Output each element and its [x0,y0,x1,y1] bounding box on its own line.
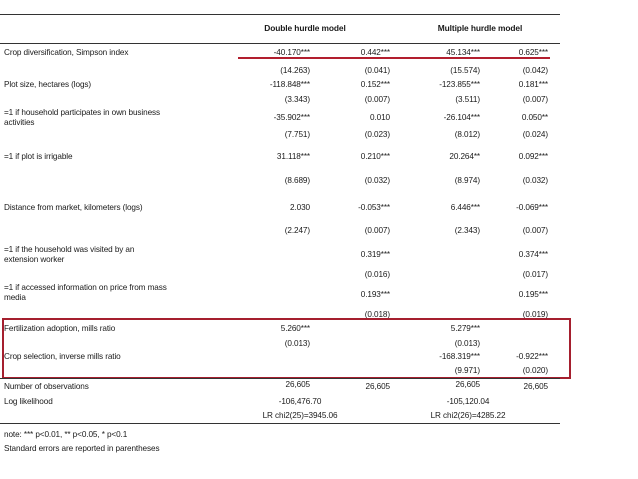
row-label-irrigable: =1 if plot is irrigable [4,152,73,161]
cell-r5-c4: -0.069*** [516,203,548,212]
cell-r8-c3: 5.279*** [450,324,480,333]
ll-multiple: -105,120.04 [446,397,490,406]
cell-r8-c1: 5.260*** [280,324,310,333]
stats-rule [0,378,560,379]
se-r6-c4: (0.017) [522,270,548,279]
cell-r1-c1: -40.170*** [273,48,310,57]
column-header-double-hurdle: Double hurdle model [264,23,346,33]
se-r5-c4: (0.007) [522,226,548,235]
cell-r2-c1: -118.848*** [269,80,310,89]
row-label-log-likelihood: Log likelihood [4,397,53,406]
cell-r4-c2: 0.210*** [360,152,390,161]
cell-r3-c1: -35.902*** [273,113,310,122]
se-r8-c3: (0.013) [454,339,480,348]
se-r6-c2: (0.016) [364,270,390,279]
se-r2-c4: (0.007) [522,95,548,104]
cell-r1-c3: 45.134*** [446,48,480,57]
cell-r1-c4: 0.625*** [518,48,548,57]
top-rule [0,14,560,15]
se-r3-c2: (0.023) [364,130,390,139]
se-r1-c2: (0.041) [364,66,390,75]
se-r1-c4: (0.042) [522,66,548,75]
se-r9-c3: (9.971) [454,366,480,375]
row-label-mass-media-2: media [4,293,26,302]
row-label-observations: Number of observations [4,382,89,391]
cell-r9-c4: -0.922*** [516,352,548,361]
row-label-crop-diversification: Crop diversification, Simpson index [4,48,129,57]
ll-double: -106,476.70 [278,397,322,406]
se-r5-c3: (2.343) [454,226,480,235]
row-label-own-business-2: activities [4,118,35,127]
cell-r4-c4: 0.092*** [518,152,548,161]
se-r4-c3: (8.974) [454,176,480,185]
se-r8-c1: (0.013) [284,339,310,348]
row-label-distance-market: Distance from market, kilometers (logs) [4,203,143,212]
row-label-extension-1: =1 if the household was visited by an [4,245,135,254]
se-r2-c3: (3.511) [455,95,480,104]
se-r4-c4: (0.032) [522,176,548,185]
bottom-rule [0,423,560,424]
row-label-crop-selection-mills: Crop selection, inverse mills ratio [4,352,121,361]
cell-r5-c2: -0.053*** [358,203,390,212]
row-label-extension-2: extension worker [4,255,65,264]
obs-c2: 26,605 [365,382,390,391]
se-r4-c2: (0.032) [364,176,390,185]
cell-r9-c3: -168.319*** [439,352,480,361]
cell-r4-c3: 20.264** [449,152,480,161]
lr-double: LR chi2(25)=3945.06 [262,411,338,420]
cell-r5-c3: 6.446*** [450,203,480,212]
se-r7-c2: (0.018) [364,310,390,319]
cell-r1-c2: 0.442*** [360,48,390,57]
cell-r4-c1: 31.118*** [276,152,310,161]
lr-multiple: LR chi2(26)=4285.22 [430,411,506,420]
se-r3-c4: (0.024) [522,130,548,139]
se-r4-c1: (8.689) [284,176,310,185]
obs-c4: 26,605 [523,382,548,391]
se-r5-c2: (0.007) [364,226,390,235]
cell-r3-c2: 0.010 [370,113,390,122]
cell-r5-c1: 2.030 [290,203,310,212]
note-standard-errors: Standard errors are reported in parentheses [4,444,160,453]
se-r1-c1: (14.263) [280,66,310,75]
obs-c3: 26,605 [455,380,480,389]
cell-r7-c2: 0.193*** [360,290,390,299]
row-label-own-business-1: =1 if household participates in own business [4,108,161,117]
obs-c1: 26,605 [285,380,310,389]
se-r3-c1: (7.751) [284,130,310,139]
row-label-mass-media-1: =1 if accessed information on price from mass [4,283,167,292]
cell-r6-c2: 0.319*** [360,250,390,259]
se-r9-c4: (0.020) [522,366,548,375]
se-r1-c3: (15.574) [450,66,480,75]
se-r7-c4: (0.019) [522,310,548,319]
cell-r2-c2: 0.152*** [360,80,390,89]
cell-r2-c3: -123.855*** [439,80,480,89]
cell-r3-c3: -26.104*** [443,113,480,122]
cell-r6-c4: 0.374*** [518,250,548,259]
se-r2-c1: (3.343) [284,95,310,104]
header-rule [0,43,560,44]
column-header-multiple-hurdle: Multiple hurdle model [437,23,523,33]
note-significance: note: *** p<0.01, ** p<0.05, * p<0.1 [4,430,128,439]
row-label-fertilization-mills: Fertilization adoption, mills ratio [4,324,116,333]
cell-r7-c4: 0.195*** [518,290,548,299]
se-r2-c2: (0.007) [364,95,390,104]
row-label-plot-size: Plot size, hectares (logs) [4,80,92,89]
cell-r2-c4: 0.181*** [518,80,548,89]
se-r3-c3: (8.012) [454,130,480,139]
se-r5-c1: (2.247) [284,226,310,235]
cell-r3-c4: 0.050** [521,113,548,122]
red-underline [238,57,550,59]
